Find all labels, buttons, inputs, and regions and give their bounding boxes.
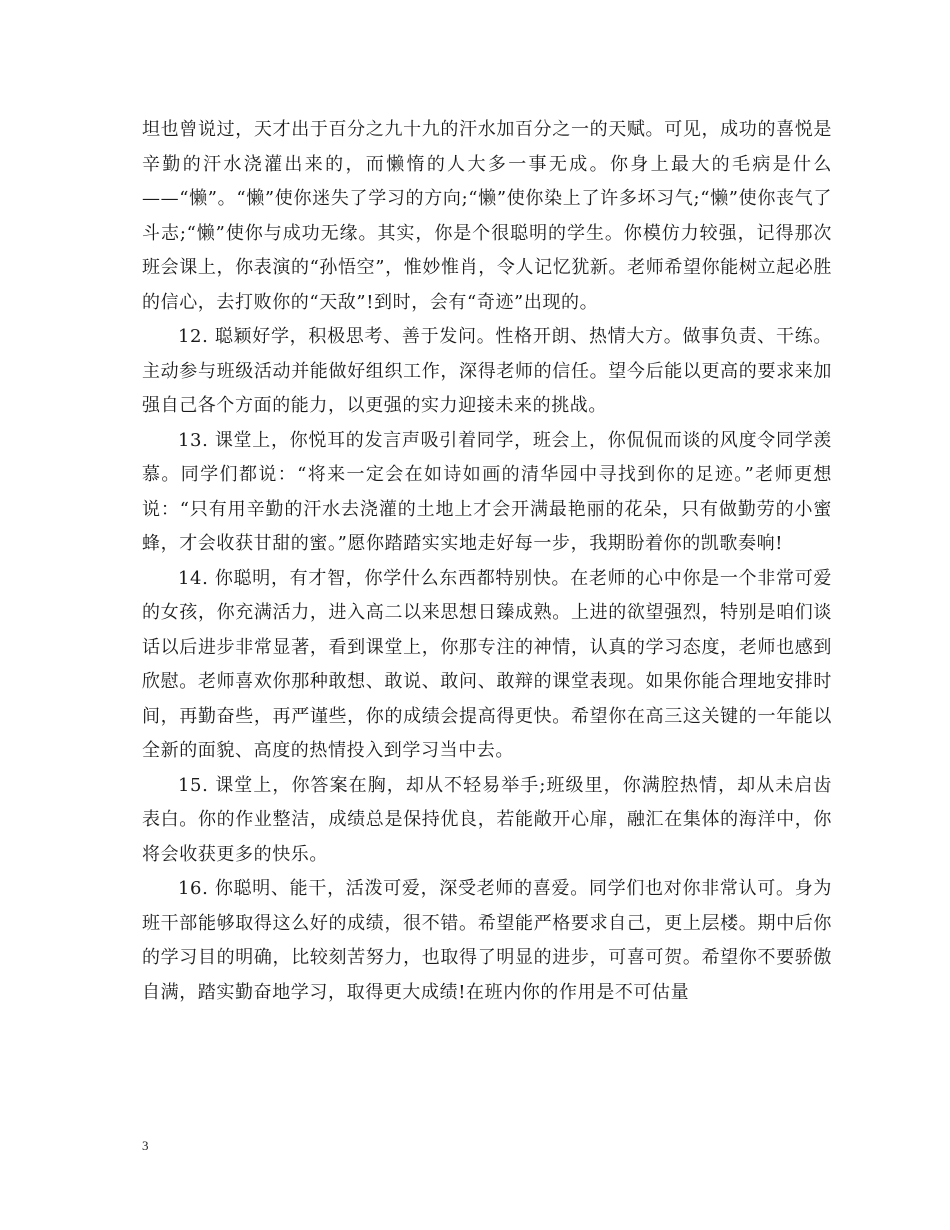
paragraph-item-16: 16. 你聪明、能干，活泼可爱，深受老师的喜爱。同学们也对你非常认可。身为班干部能够取得这么好的成绩，很不错。希望能严格要求自己，更上层楼。期中后你的学习目的明确，比较刻苦努力，也取得了明显的进步，可喜可贺。希望你不要骄傲自满，踏实勤奋地学习，取得更大成绩!在班内你的作用是不可估量 (142, 878, 832, 1003)
page-number: 3 (142, 1138, 149, 1153)
document-body (142, 113, 832, 1010)
paragraph-item-12: 12. 聪颖好学，积极思考、善于发问。性格开朗、热情大方。做事负责、干练。主动参与班级活动并能做好组织工作，深得老师的信任。望今后能以更高的要求来加强自己各个方面的能力，以更强的实力迎接未来的挑战。 (142, 326, 832, 416)
paragraph-item-14: 14. 你聪明，有才智，你学什么东西都特别快。在老师的心中你是一个非常可爱的女孩，你充满活力，进入高二以来思想日臻成熟。上进的欲望强烈，特别是咱们谈话以后进步非常显著，看到课堂上，你那专注的神情，认真的学习态度，老师也感到欣慰。老师喜欢你那种敢想、敢说、敢问、敢辩的课堂表现。如果你能合理地安排时间，再勤奋些，再严谨些，你的成绩会提高得更快。希望你在高三这关键的一年能以全新的面貌、高度的热情投入到学习当中去。 (142, 567, 832, 761)
paragraph-item-15: 15. 课堂上，你答案在胸，却从不轻易举手;班级里，你满腔热情，却从未启齿表白。你的作业整洁，成绩总是保持优良，若能敞开心扉，融汇在集体的海洋中，你将会收获更多的快乐。 (142, 774, 832, 865)
paragraph-item-13: 13. 课堂上，你悦耳的发言声吸引着同学，班会上，你侃侃而谈的风度令同学羡慕。同学们都说：“将来一定会在如诗如画的清华园中寻找到你的足迹。”老师更想说：“只有用辛勤的汗水去浇灌的土地上才会开满最艳丽的花朵，只有做勤劳的小蜜蜂，才会收获甘甜的蜜。”愿你踏踏实实地走好每一步，我期盼着你的凯歌奏响! (142, 429, 832, 554)
paragraph-continuation: 坦也曾说过，天才出于百分之九十九的汗水加百分之一的天赋。可见，成功的喜悦是辛勤的汗水浇灌出来的，而懒惰的人大多一事无成。你身上最大的毛病是什么——“懒”。“懒”使你迷失了学习的方向;“懒”使你染上了许多坏习气;“懒”使你丧气了斗志;“懒”使你与成功无缘。其实，你是个很聪明的学生。你模仿力较强，记得那次班会课上，你表演的“孙悟空”，惟妙惟肖，令人记忆犹新。老师希望你能树立起必胜的信心，去打败你的“天敌”!到时，会有“奇迹”出现的。 (142, 119, 832, 313)
